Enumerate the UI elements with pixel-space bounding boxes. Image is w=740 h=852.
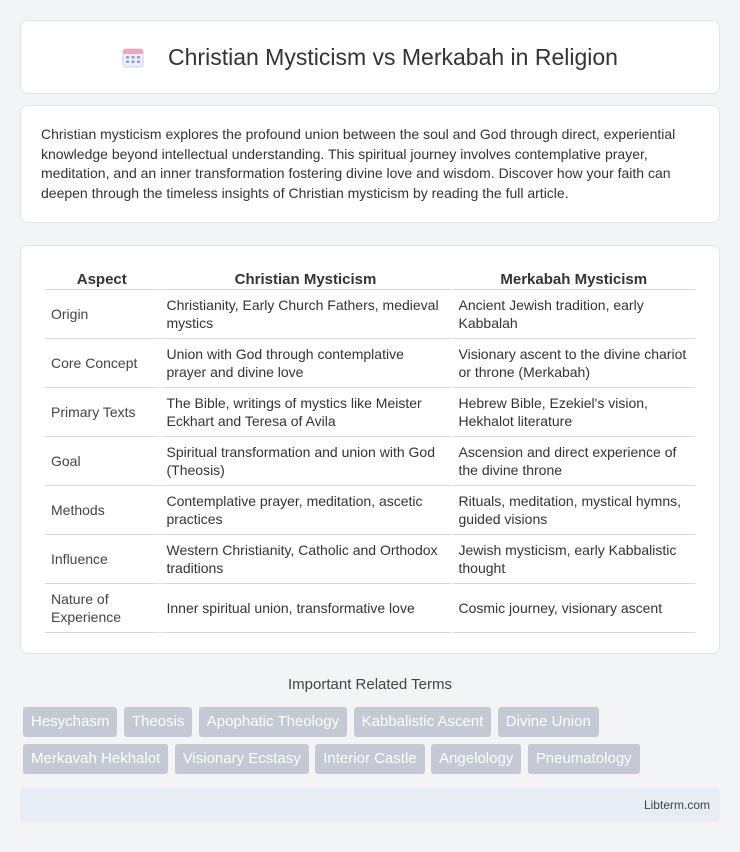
table-row xyxy=(45,584,695,633)
related-term-tag[interactable]: Theosis xyxy=(124,707,193,737)
row-christian: The Bible, writings of mystics like Meister Eckhart and Teresa of Avila xyxy=(161,388,451,437)
related-terms-title: Important Related Terms xyxy=(288,676,452,693)
row-aspect: Goal xyxy=(45,437,159,486)
header-aspect: Aspect xyxy=(45,266,159,290)
row-merkabah: Rituals, meditation, mystical hymns, guided visions xyxy=(453,486,696,535)
row-aspect: Influence xyxy=(45,535,159,584)
footer xyxy=(20,788,720,822)
table-row xyxy=(45,388,695,437)
related-term-tag[interactable]: Kabbalistic Ascent xyxy=(354,707,492,737)
row-merkabah: Visionary ascent to the divine chariot or throne (Merkabah) xyxy=(453,339,696,388)
intro-card xyxy=(20,105,720,223)
row-aspect: Primary Texts xyxy=(45,388,159,437)
table-row xyxy=(45,339,695,388)
title-card xyxy=(20,20,720,94)
related-term-tag[interactable]: Angelology xyxy=(431,744,521,774)
row-aspect: Nature of Experience xyxy=(45,584,159,633)
related-term-tag[interactable]: Divine Union xyxy=(498,707,599,737)
table-row xyxy=(45,486,695,535)
comparison-table xyxy=(43,266,697,633)
related-term-tag[interactable]: Pneumatology xyxy=(528,744,640,774)
header-christian-mysticism: Christian Mysticism xyxy=(161,266,451,290)
row-merkabah: Ascension and direct experience of the divine throne xyxy=(453,437,696,486)
related-term-tag[interactable]: Merkavah Hekhalot xyxy=(23,744,168,774)
footer-site-link[interactable]: Libterm.com xyxy=(643,798,710,812)
page-title: Christian Mysticism vs Merkabah in Religion xyxy=(168,43,618,70)
table-row xyxy=(45,290,695,339)
related-term-tag[interactable]: Visionary Ecstasy xyxy=(175,744,309,774)
row-merkabah: Ancient Jewish tradition, early Kabbalah xyxy=(453,290,696,339)
row-christian: Spiritual transformation and union with God (Theosis) xyxy=(161,437,451,486)
row-christian: Western Christianity, Catholic and Orthodox traditions xyxy=(161,535,451,584)
intro-text: Christian mysticism explores the profound union between the soul and God through direct, experiential knowledge beyond intellectual understanding. This spiritual journey involves contemplative prayer, meditation, and an inner transformation fostering divine love and wisdom. Discover how your faith can deepen through the timeless insights of Christian mysticism by reading the full article. xyxy=(41,126,676,201)
row-christian: Christianity, Early Church Fathers, medieval mystics xyxy=(161,290,451,339)
comparison-table-card xyxy=(20,245,720,654)
row-christian: Contemplative prayer, meditation, ascetic practices xyxy=(161,486,451,535)
row-aspect: Methods xyxy=(45,486,159,535)
row-merkabah: Jewish mysticism, early Kabbalistic thought xyxy=(453,535,696,584)
row-aspect: Core Concept xyxy=(45,339,159,388)
row-christian: Union with God through contemplative prayer and divine love xyxy=(161,339,451,388)
related-term-tag[interactable]: Hesychasm xyxy=(23,707,117,737)
calendar-icon xyxy=(122,46,144,68)
table-row xyxy=(45,437,695,486)
header-merkabah-mysticism: Merkabah Mysticism xyxy=(453,266,696,290)
row-merkabah: Cosmic journey, visionary ascent xyxy=(453,584,696,633)
table-header-row xyxy=(45,266,695,290)
row-merkabah: Hebrew Bible, Ezekiel's vision, Hekhalot literature xyxy=(453,388,696,437)
row-christian: Inner spiritual union, transformative love xyxy=(161,584,451,633)
related-term-tag[interactable]: Interior Castle xyxy=(315,744,424,774)
related-terms-list xyxy=(23,707,723,781)
row-aspect: Origin xyxy=(45,290,159,339)
table-row xyxy=(45,535,695,584)
related-term-tag[interactable]: Apophatic Theology xyxy=(199,707,347,737)
